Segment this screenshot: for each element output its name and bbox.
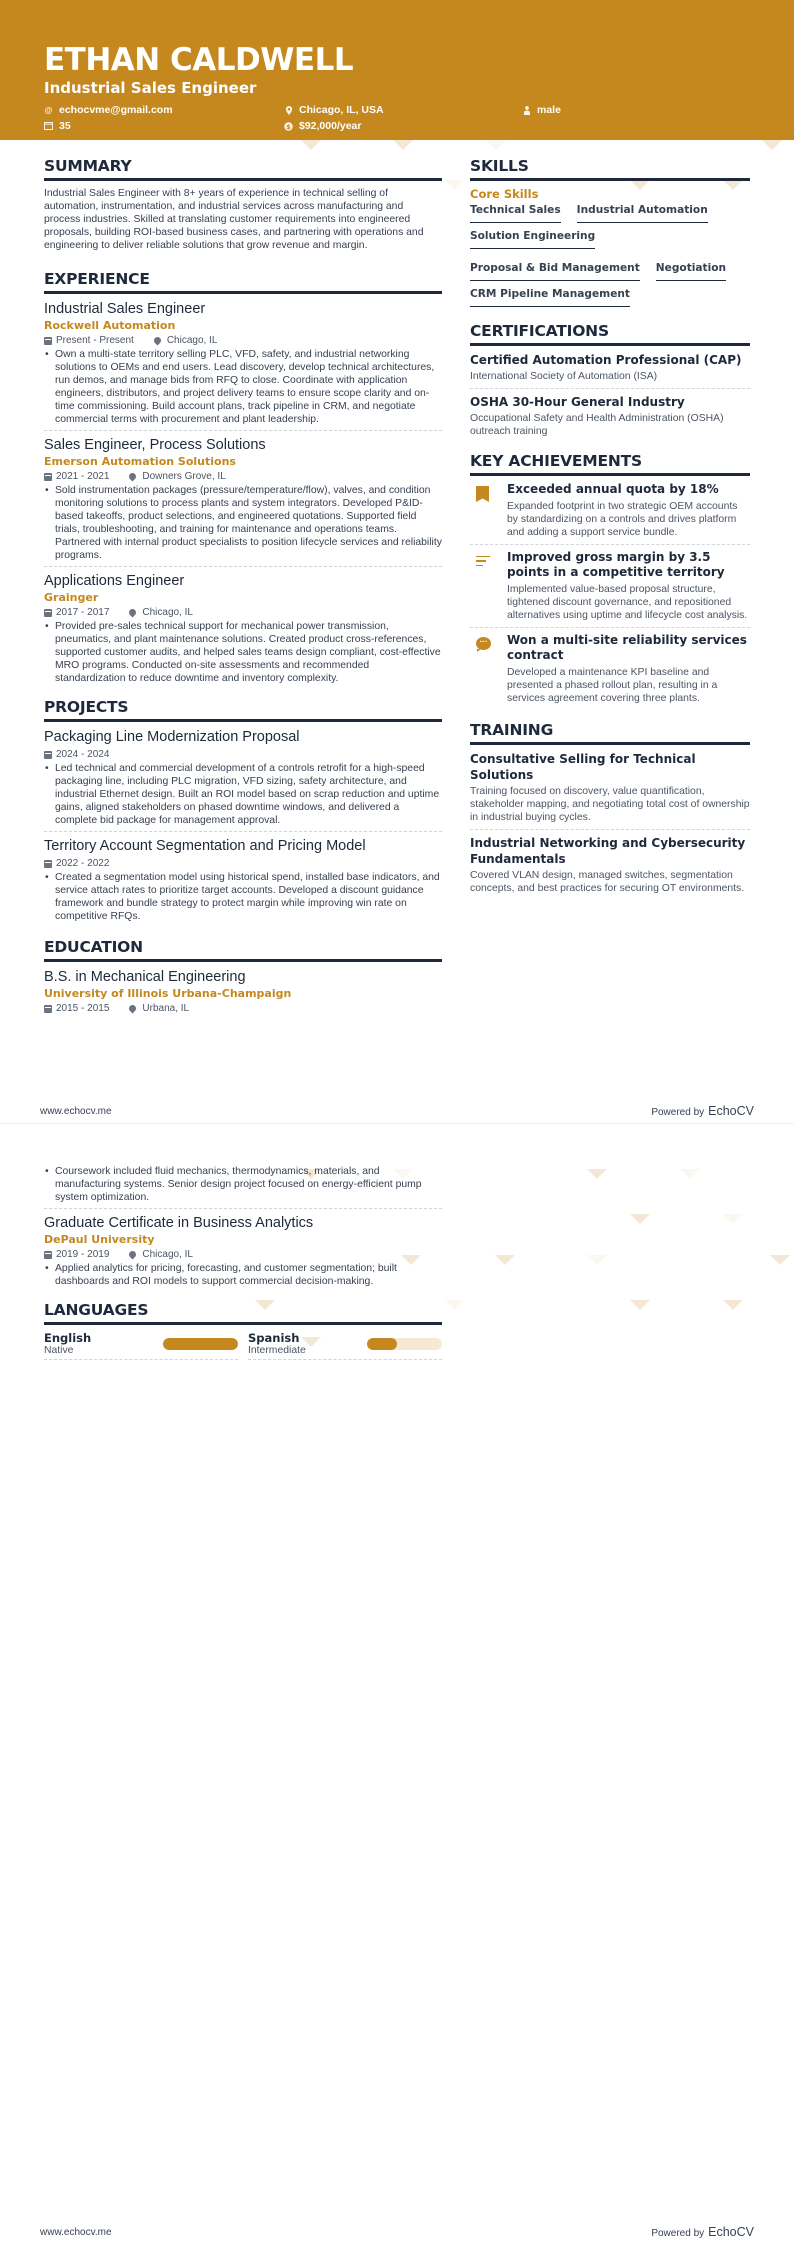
map-pin-icon	[128, 472, 138, 482]
company-name: Rockwell Automation	[44, 319, 176, 332]
certifications-section	[470, 321, 750, 443]
decorative-triangle	[723, 1214, 743, 1224]
language-level: Intermediate	[248, 1345, 306, 1356]
decorative-triangle	[495, 1255, 515, 1265]
section-title-summary: SUMMARY	[44, 156, 442, 181]
degree-title: B.S. in Mechanical Engineering	[44, 969, 246, 985]
degree-title: Graduate Certificate in Business Analytics	[44, 1215, 314, 1231]
decorative-triangle	[630, 1214, 650, 1224]
company-name: Emerson Automation Solutions	[44, 455, 236, 468]
section-title-training: TRAINING	[470, 720, 750, 745]
contact-gender: male	[522, 104, 561, 116]
chat-bubble-icon: ···	[476, 637, 491, 650]
contact-email[interactable]: @ echocvme@gmail.com	[44, 104, 173, 116]
certification-name: Certified Automation Professional (CAP)	[470, 353, 742, 367]
education-meta: 2019 - 2019 Chicago, IL	[44, 1248, 442, 1261]
decorative-triangle	[680, 1169, 700, 1179]
certification-issuer: International Society of Automation (ISA)	[470, 371, 658, 382]
job-meta: 2017 - 2017 Chicago, IL	[44, 606, 442, 619]
at-icon: @	[44, 105, 53, 115]
certification-entry	[470, 352, 750, 389]
left-column-continued	[44, 1164, 442, 1360]
project-title: Territory Account Segmentation and Pricing Model	[44, 838, 366, 854]
achievement-description: Developed a maintenance KPI baseline and presented a phased rollout plan, resulting in a services agreement covering three plants.	[507, 667, 718, 704]
section-title-skills: SKILLS	[470, 156, 750, 181]
experience-entry	[44, 300, 442, 431]
training-name: Consultative Selling for Technical Solutions	[470, 752, 696, 782]
brand-logo[interactable]: EchoCV	[708, 2225, 754, 2239]
footer-site-link[interactable]: www.echocv.me	[40, 1105, 112, 1117]
left-column	[44, 156, 442, 1015]
education-section	[44, 937, 442, 1015]
language-name: Spanish	[248, 1331, 300, 1345]
language-name: English	[44, 1331, 92, 1345]
skill-tag: Solution Engineering	[470, 229, 595, 249]
education-description: • Coursework included fluid mechanics, thermodynamics, materials, and manufacturing systems. Senior design project focused on energy-efficient pump system optimization.	[44, 1165, 442, 1204]
school-name: University of Illinois Urbana-Champaign	[44, 987, 292, 1000]
job-meta: Present - Present Chicago, IL	[44, 334, 442, 347]
candidate-role: Industrial Sales Engineer	[44, 79, 257, 97]
skill-tag: Industrial Automation	[577, 203, 708, 223]
section-title-education: EDUCATION	[44, 937, 442, 962]
map-pin-icon	[128, 1004, 138, 1014]
language-proficiency-bar	[367, 1338, 442, 1350]
lines-icon	[476, 556, 490, 566]
brand-logo[interactable]: EchoCV	[708, 1104, 754, 1118]
education-entry-continued	[44, 1165, 442, 1209]
achievement-title: Won a multi-site reliability services contract	[507, 633, 747, 662]
skill-tag: Technical Sales	[470, 203, 561, 223]
calendar-icon	[44, 1005, 52, 1013]
decorative-triangle	[762, 140, 782, 150]
job-description: • Own a multi-state territory selling PLC, VFD, safety, and industrial networking solutions to OEMs and end users. Lead discovery, develop technical architectures, run demos, and manage bids from RFQ to close. Coordinate with application engineers, distributors, and project delivery teams to ensure scope clarity and on-time commissioning. Build account plans, track pipeline in CRM, and negotiate commercial terms with procurement and plant leadership.	[44, 348, 442, 426]
achievement-entry	[470, 550, 750, 628]
calendar-icon	[44, 860, 52, 868]
skill-tag: Proposal & Bid Management	[470, 261, 640, 281]
achievement-entry	[470, 482, 750, 545]
education-entry	[44, 968, 442, 1015]
achievement-description: Implemented value-based proposal structure, tightened discount governance, and repositioned alternatives using uptime and lifecycle cost analysis.	[507, 584, 748, 621]
decorative-triangle	[445, 1300, 465, 1310]
projects-section	[44, 697, 442, 927]
achievement-description: Expanded footprint in two strategic OEM accounts by standardizing on a controls and drives platform and adding a support service bundle.	[507, 501, 738, 538]
language-item	[44, 1331, 238, 1360]
project-entry	[44, 837, 442, 927]
training-description: Training focused on discovery, value quantification, stakeholder mapping, and negotiating total cost of ownership in industrial buying cycles.	[470, 786, 750, 823]
decorative-triangle	[770, 1255, 790, 1265]
bookmark-icon	[476, 486, 489, 502]
languages-list	[44, 1331, 442, 1360]
experience-section	[44, 269, 442, 689]
language-proficiency-bar	[163, 1338, 238, 1350]
calendar-icon	[44, 473, 52, 481]
powered-by: Powered by EchoCV	[651, 1104, 754, 1118]
school-name: DePaul University	[44, 1233, 155, 1246]
section-title-certifications: CERTIFICATIONS	[470, 321, 750, 346]
skills-group-label: Core Skills	[470, 187, 539, 201]
project-entry	[44, 728, 442, 832]
section-title-languages: LANGUAGES	[44, 1300, 442, 1325]
resume-page-2	[0, 1123, 794, 2246]
training-description: Covered VLAN design, managed switches, segmentation concepts, and best practices for securing OT environments.	[470, 870, 745, 894]
summary-text: Industrial Sales Engineer with 8+ years of experience in technical selling of automation, instrumentation, and industrial services across manufacturing and process industries. Skilled at translating customer requirements into engineered proposals, building ROI-based business cases, and partnering with operations and engineering to deliver reliable solutions that grow revenue and margin.	[44, 188, 424, 251]
languages-section	[44, 1300, 442, 1360]
map-pin-icon	[128, 608, 138, 618]
right-column	[470, 156, 750, 905]
skill-tag: Negotiation	[656, 261, 726, 281]
certification-name: OSHA 30-Hour General Industry	[470, 395, 685, 409]
language-item	[248, 1331, 442, 1360]
calendar-icon	[44, 609, 52, 617]
svg-text:$: $	[286, 122, 291, 131]
decorative-triangle	[587, 1169, 607, 1179]
calendar-icon	[44, 337, 52, 345]
company-name: Grainger	[44, 591, 99, 604]
achievements-section	[470, 451, 750, 710]
skills-section	[470, 156, 750, 307]
skills-list	[470, 203, 750, 307]
map-pin-icon	[128, 1250, 138, 1260]
experience-entry	[44, 436, 442, 567]
candidate-name: ETHAN CALDWELL	[44, 42, 354, 78]
map-pin-icon	[152, 336, 162, 346]
contact-location: Chicago, IL, USA	[284, 104, 384, 116]
map-pin-icon	[284, 106, 293, 115]
section-title-experience: EXPERIENCE	[44, 269, 442, 294]
powered-by: Powered by EchoCV	[651, 2225, 754, 2239]
education-description: • Applied analytics for pricing, forecasting, and customer segmentation; built dashboards and ROI models to support commercial decision-making.	[44, 1262, 442, 1288]
training-name: Industrial Networking and Cybersecurity Fundamentals	[470, 836, 746, 866]
experience-entry	[44, 572, 442, 689]
resume-header	[0, 0, 794, 140]
achievement-title: Exceeded annual quota by 18%	[507, 482, 719, 496]
decorative-triangle	[587, 1255, 607, 1265]
job-title: Sales Engineer, Process Solutions	[44, 437, 266, 453]
job-description: • Sold instrumentation packages (pressure/temperature/flow), valves, and condition monitoring solutions to process plants and system integrators. Developed P&ID-based takeoffs, product selections, and engineered quotations. Supported field trials, troubleshooting, and training for maintenance and operations teams. Partnered with internal product specialists to position lifecycle services and reliability programs.	[44, 484, 442, 562]
calendar-icon	[44, 751, 52, 759]
skill-tag: CRM Pipeline Management	[470, 287, 630, 307]
training-entry	[470, 751, 750, 830]
education-entry	[44, 1214, 442, 1292]
decorative-triangle	[445, 180, 465, 190]
project-description: • Led technical and commercial development of a controls retrofit for a high-speed packaging line, including PLC migration, VFD sizing, safety architecture, and industrial Ethernet design. Built an ROI model based on scrap reduction and uptime gains, aligned stakeholders on phased downtime windows, and delivered a complete bid package for management approval.	[44, 762, 442, 827]
page-footer	[0, 2217, 794, 2246]
training-section	[470, 720, 750, 900]
job-meta: 2021 - 2021 Downers Grove, IL	[44, 470, 442, 483]
decorative-triangle	[723, 1300, 743, 1310]
training-entry	[470, 835, 750, 900]
project-title: Packaging Line Modernization Proposal	[44, 729, 300, 745]
achievement-title: Improved gross margin by 3.5 points in a competitive territory	[507, 550, 725, 579]
project-meta: 2022 - 2022	[44, 857, 442, 870]
project-meta: 2024 - 2024	[44, 748, 442, 761]
job-title: Applications Engineer	[44, 573, 185, 589]
contact-age: 35	[44, 120, 71, 132]
education-meta: 2015 - 2015 Urbana, IL	[44, 1002, 442, 1015]
person-icon	[522, 106, 531, 115]
calendar-icon	[44, 122, 53, 131]
job-title: Industrial Sales Engineer	[44, 301, 206, 317]
page-footer	[0, 1096, 794, 1123]
job-description: • Provided pre-sales technical support for mechanical power transmission, pneumatics, and plant maintenance solutions. Created product cross-references, supported customer audits, and helped sales teams design compliant, cost-effective MRO programs. Conducted on-site assessments and recommended standardization to reduce downtime and inventory complexity.	[44, 620, 442, 685]
dollar-icon	[284, 122, 293, 131]
section-title-projects: PROJECTS	[44, 697, 442, 722]
project-description: • Created a segmentation model using historical spend, installed base indicators, and service attach rates to prioritize target accounts. Developed a discount guidance framework and bundle strategy to protect margin while improving win rate on competitive RFQs.	[44, 871, 442, 923]
calendar-icon	[44, 1251, 52, 1259]
certification-issuer: Occupational Safety and Health Administration (OSHA) outreach training	[470, 413, 724, 437]
contact-info	[44, 104, 750, 144]
decorative-triangle	[630, 1300, 650, 1310]
contact-salary: $ $92,000/year	[284, 120, 361, 132]
language-level: Native	[44, 1345, 74, 1356]
section-title-achievements: KEY ACHIEVEMENTS	[470, 451, 750, 476]
footer-site-link[interactable]: www.echocv.me	[40, 2226, 112, 2238]
achievement-entry	[470, 633, 750, 710]
summary-section	[44, 156, 442, 252]
certification-entry	[470, 394, 750, 443]
